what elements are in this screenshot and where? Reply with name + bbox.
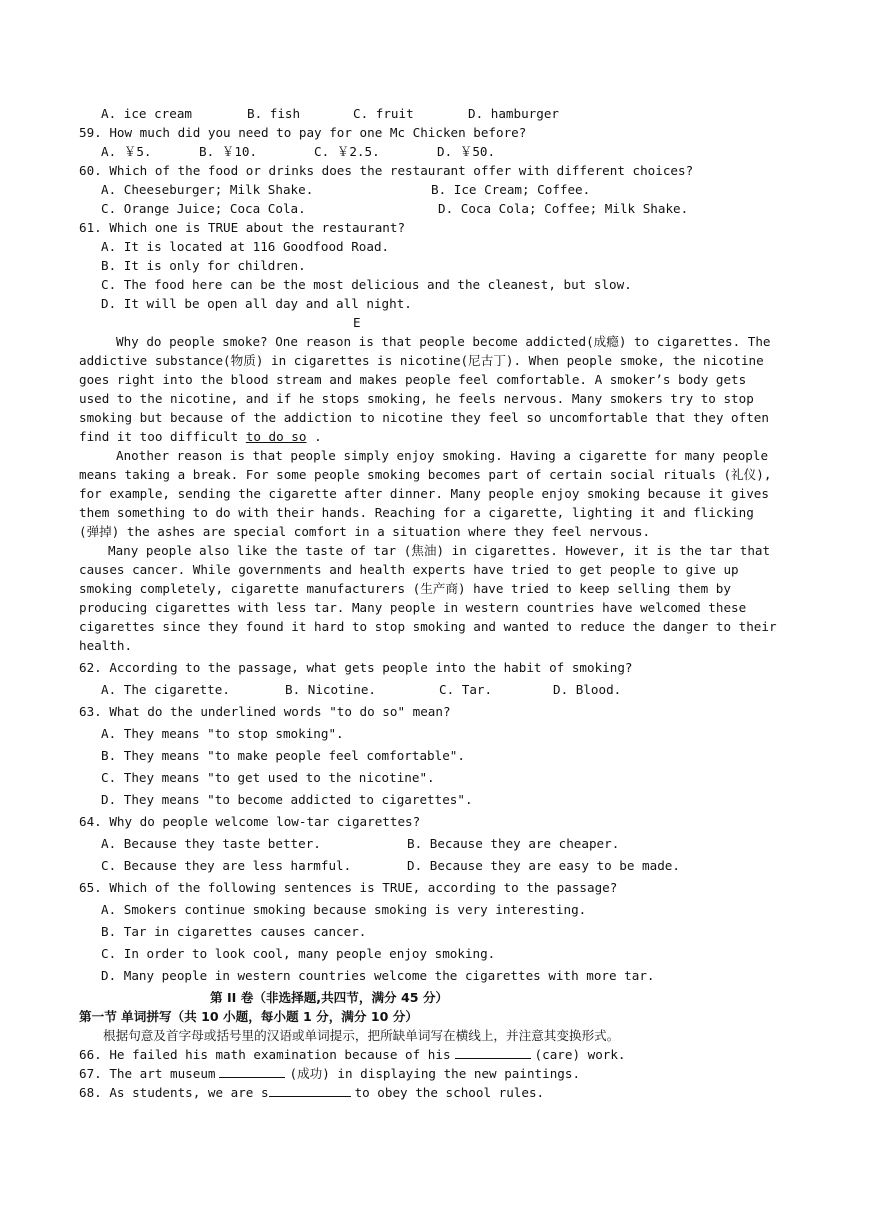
- section-1-instruction: 根据句意及首字母或括号里的汉语或单词提示，把所缺单词写在横线上，并注意其变换形式。: [103, 1028, 620, 1043]
- passage-line: smoking completely, cigarette manufacturers (生产商) have tried to keep selling them by: [79, 581, 731, 596]
- option-c: C. In order to look cool, many people enjoy smoking.: [101, 946, 496, 961]
- q62-options: [79, 680, 791, 699]
- passage-line: Many people also like the taste of tar (焦油) in cigarettes. However, it is the tar that: [108, 543, 771, 558]
- option-d: D. It will be open all day and all night.: [101, 296, 412, 311]
- passage-line: for example, sending the cigarette after dinner. Many people enjoy smoking because it gives: [79, 486, 769, 501]
- option-c: C. They means "to get used to the nicotine".: [101, 770, 435, 785]
- q67: [79, 1064, 791, 1083]
- part-2-title: 第 II 卷（非选择题,共四节，满分 45 分）: [210, 990, 449, 1005]
- option-b: B. It is only for children.: [101, 258, 306, 273]
- passage-line: [79, 427, 791, 446]
- passage-line: smoking but because of the addiction to nicotine they feel so uncomfortable that they often: [79, 410, 769, 425]
- option-c: C. Tar.: [439, 682, 493, 697]
- q60-stem: 60. Which of the food or drinks does the restaurant offer with different choices?: [79, 163, 694, 178]
- q67-text: 67. The art museum: [79, 1066, 216, 1081]
- underlined-phrase: to do so: [245, 429, 307, 444]
- passage: [79, 332, 791, 655]
- option-b: B. Ice Cream; Coffee.: [431, 182, 591, 197]
- passage-line: addictive substance(物质) in cigarettes is nicotine(尼古丁). When people smoke, the nicotine: [79, 353, 764, 368]
- passage-line: health.: [79, 638, 133, 653]
- option-b: B. They means "to make people feel comfortable".: [101, 748, 465, 763]
- q60-options-ab: [79, 180, 791, 199]
- option-c: C. fruit: [353, 106, 414, 121]
- passage-text: .: [306, 429, 322, 444]
- q64-options-ab: [79, 834, 791, 853]
- option-a: A. ice cream: [101, 106, 192, 121]
- option-c: C. Because they are less harmful.: [101, 858, 352, 873]
- q62-stem: 62. According to the passage, what gets people into the habit of smoking?: [79, 660, 633, 675]
- answer-blank[interactable]: [455, 1045, 531, 1059]
- option-d: D. They means "to become addicted to cigarettes".: [101, 792, 473, 807]
- option-c: C. ￥2.5.: [314, 144, 380, 159]
- option-d: D. Many people in western countries welcome the cigarettes with more tar.: [101, 968, 655, 983]
- option-a: A. Because they taste better.: [101, 836, 321, 851]
- option-b: B. Tar in cigarettes causes cancer.: [101, 924, 367, 939]
- q60-options-cd: [79, 199, 791, 218]
- option-b: B. fish: [247, 106, 301, 121]
- q58-options: [79, 104, 791, 123]
- q66: [79, 1045, 791, 1064]
- option-a: A. ￥5.: [101, 144, 152, 159]
- option-b: B. ￥10.: [199, 144, 258, 159]
- option-a: A. Cheeseburger; Milk Shake.: [101, 182, 314, 197]
- q61-stem: 61. Which one is TRUE about the restaurant?: [79, 220, 406, 235]
- exam-page: [79, 104, 791, 1102]
- option-d: D. Because they are easy to be made.: [407, 858, 680, 873]
- q64-stem: 64. Why do people welcome low-tar cigarettes?: [79, 814, 421, 829]
- option-d: D. hamburger: [468, 106, 559, 121]
- option-d: D. Blood.: [553, 682, 622, 697]
- passage-line: producing cigarettes with less tar. Many people in western countries have welcomed these: [79, 600, 747, 615]
- option-d: D. ￥50.: [437, 144, 496, 159]
- answer-blank[interactable]: [269, 1083, 351, 1097]
- passage-line: causes cancer. While governments and health experts have tried to get people to give up: [79, 562, 739, 577]
- q67-text-after: (成功) in displaying the new paintings.: [289, 1066, 581, 1081]
- q66-text-after: (care) work.: [534, 1047, 626, 1062]
- q68-text-after: to obey the school rules.: [354, 1085, 545, 1100]
- passage-text: find it too difficult: [79, 429, 246, 444]
- option-b: B. Because they are cheaper.: [407, 836, 620, 851]
- option-a: A. Smokers continue smoking because smoking is very interesting.: [101, 902, 587, 917]
- q59-stem: 59. How much did you need to pay for one Mc Chicken before?: [79, 125, 527, 140]
- q68: [79, 1083, 791, 1102]
- option-a: A. They means "to stop smoking".: [101, 726, 344, 741]
- q64-options-cd: [79, 856, 791, 875]
- option-a: A. The cigarette.: [101, 682, 230, 697]
- option-a: A. It is located at 116 Goodfood Road.: [101, 239, 390, 254]
- section-e-label: E: [353, 315, 361, 330]
- passage-line: Another reason is that people simply enjoy smoking. Having a cigarette for many people: [116, 448, 769, 463]
- option-c: C. Orange Juice; Coca Cola.: [101, 201, 306, 216]
- passage-line: used to the nicotine, and if he stops smoking, he feels nervous. Many smokers try to stop: [79, 391, 754, 406]
- q59-options: [79, 142, 791, 161]
- passage-line: goes right into the blood stream and makes people feel comfortable. A smoker’s body gets: [79, 372, 747, 387]
- passage-line: them something to do with their hands. Reaching for a cigarette, lighting it and flicking: [79, 505, 754, 520]
- option-d: D. Coca Cola; Coffee; Milk Shake.: [438, 201, 689, 216]
- option-c: C. The food here can be the most delicious and the cleanest, but slow.: [101, 277, 632, 292]
- option-b: B. Nicotine.: [285, 682, 376, 697]
- passage-line: cigarettes since they found it hard to stop smoking and wanted to reduce the danger to their: [79, 619, 777, 634]
- q66-text: 66. He failed his math examination because of his: [79, 1047, 451, 1062]
- passage-line: Why do people smoke? One reason is that people become addicted(成瘾) to cigarettes. The: [116, 334, 771, 349]
- passage-line: means taking a break. For some people smoking becomes part of certain social rituals (礼仪),: [79, 467, 772, 482]
- answer-blank[interactable]: [219, 1064, 285, 1078]
- section-1-title: 第一节 单词拼写（共 10 小题，每小题 1 分，满分 10 分）: [79, 1009, 418, 1024]
- q63-stem: 63. What do the underlined words "to do so" mean?: [79, 704, 451, 719]
- q68-text: 68. As students, we are s: [79, 1085, 269, 1100]
- q65-stem: 65. Which of the following sentences is TRUE, according to the passage?: [79, 880, 618, 895]
- passage-line: (弹掉) the ashes are special comfort in a situation where they feel nervous.: [79, 524, 651, 539]
